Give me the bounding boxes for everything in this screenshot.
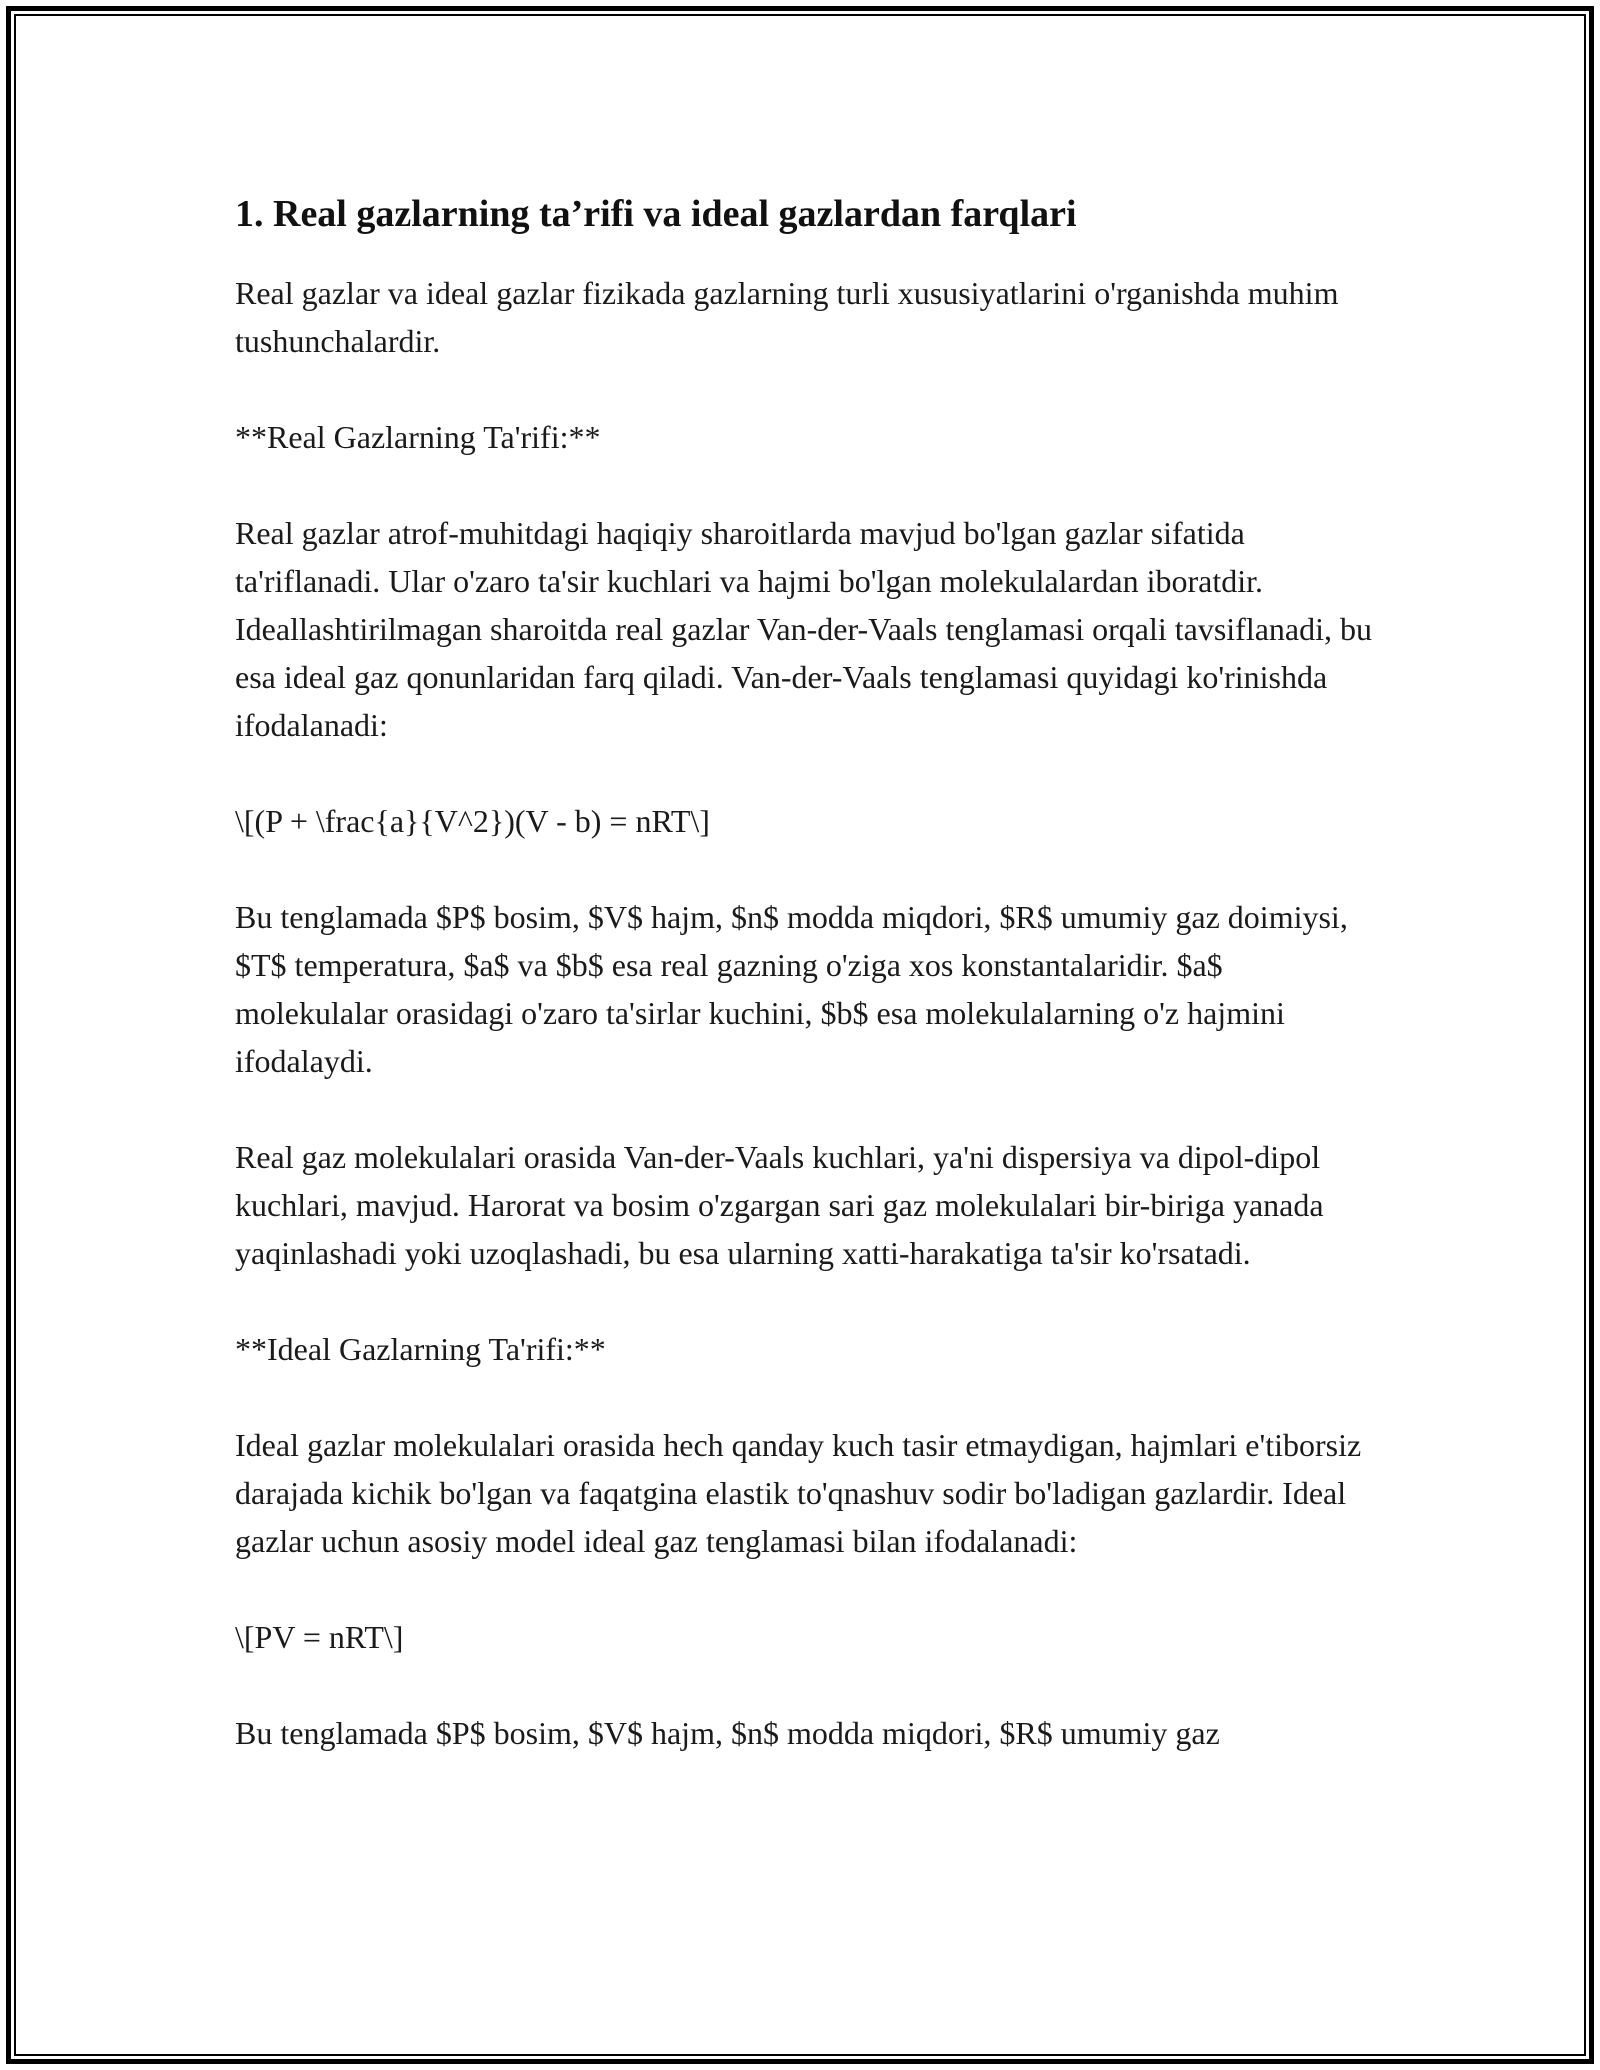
ideal-gas-equation: \[PV = nRT\] [235, 1619, 404, 1655]
molecular-forces-paragraph: Real gaz molekulalari orasida Van-der-Vaals kuchlari, ya'ni dispersiya va dipol-dipol kuchlari, mavjud. Harorat va bosim o'zgargan sari gaz molekulalari bir-biriga yanada yaqinlashadi yoki uzoqlashadi, bu esa ularning xatti-harakatiga ta'sir ko'rsatadi. [235, 1139, 1324, 1271]
real-gas-subheading: **Real Gazlarning Ta'rifi:** [235, 419, 601, 455]
ideal-gas-definition-paragraph: Ideal gazlar molekulalari orasida hech qanday kuch tasir etmaydigan, hajmlari e'tiborsiz darajada kichik bo'lgan va faqatgina elastik to'qnashuv sodir bo'ladigan gazlardir. Ideal gazlar uchun asosiy model ideal gaz tenglamasi bilan ifodalanadi: [235, 1427, 1362, 1559]
van-der-waals-equation: \[(P + \frac{a}{V^2})(V - b) = nRT\] [235, 803, 710, 839]
section-heading: 1. Real gazlarning ta’rifi va ideal gazlardan farqlari [235, 193, 1077, 235]
real-gas-definition-paragraph: Real gazlar atrof-muhitdagi haqiqiy sharoitlarda mavjud bo'lgan gazlar sifatida ta'riflanadi. Ular o'zaro ta'sir kuchlari va hajmi bo'lgan molekulalardan iboratdir. Ideallashtirilmagan sharoitda real gazlar Van-der-Vaals tenglamasi orqali tavsiflanadi, bu esa ideal gaz qonunlaridan farq qiladi. Van-der-Vaals tenglamasi quyidagi ko'rinishda ifodalanadi: [235, 515, 1372, 743]
equation-variables-paragraph: Bu tenglamada $P$ bosim, $V$ hajm, $n$ modda miqdori, $R$ umumiy gaz doimiysi, $T$ temperatura, $a$ va $b$ esa real gazning o'ziga xos konstantalaridir. $a$ molekulalar orasidagi o'zaro ta'sirlar kuchini, $b$ esa molekulalarning o'z hajmini ifodalaydi. [235, 899, 1348, 1079]
ideal-gas-subheading: **Ideal Gazlarning Ta'rifi:** [235, 1331, 606, 1367]
document-body [235, 185, 1375, 1757]
ideal-equation-variables-paragraph: Bu tenglamada $P$ bosim, $V$ hajm, $n$ modda miqdori, $R$ umumiy gaz [235, 1715, 1220, 1751]
intro-paragraph: Real gazlar va ideal gazlar fizikada gazlarning turli xususiyatlarini o'rganishda muhim tushunchalardir. [235, 275, 1339, 359]
